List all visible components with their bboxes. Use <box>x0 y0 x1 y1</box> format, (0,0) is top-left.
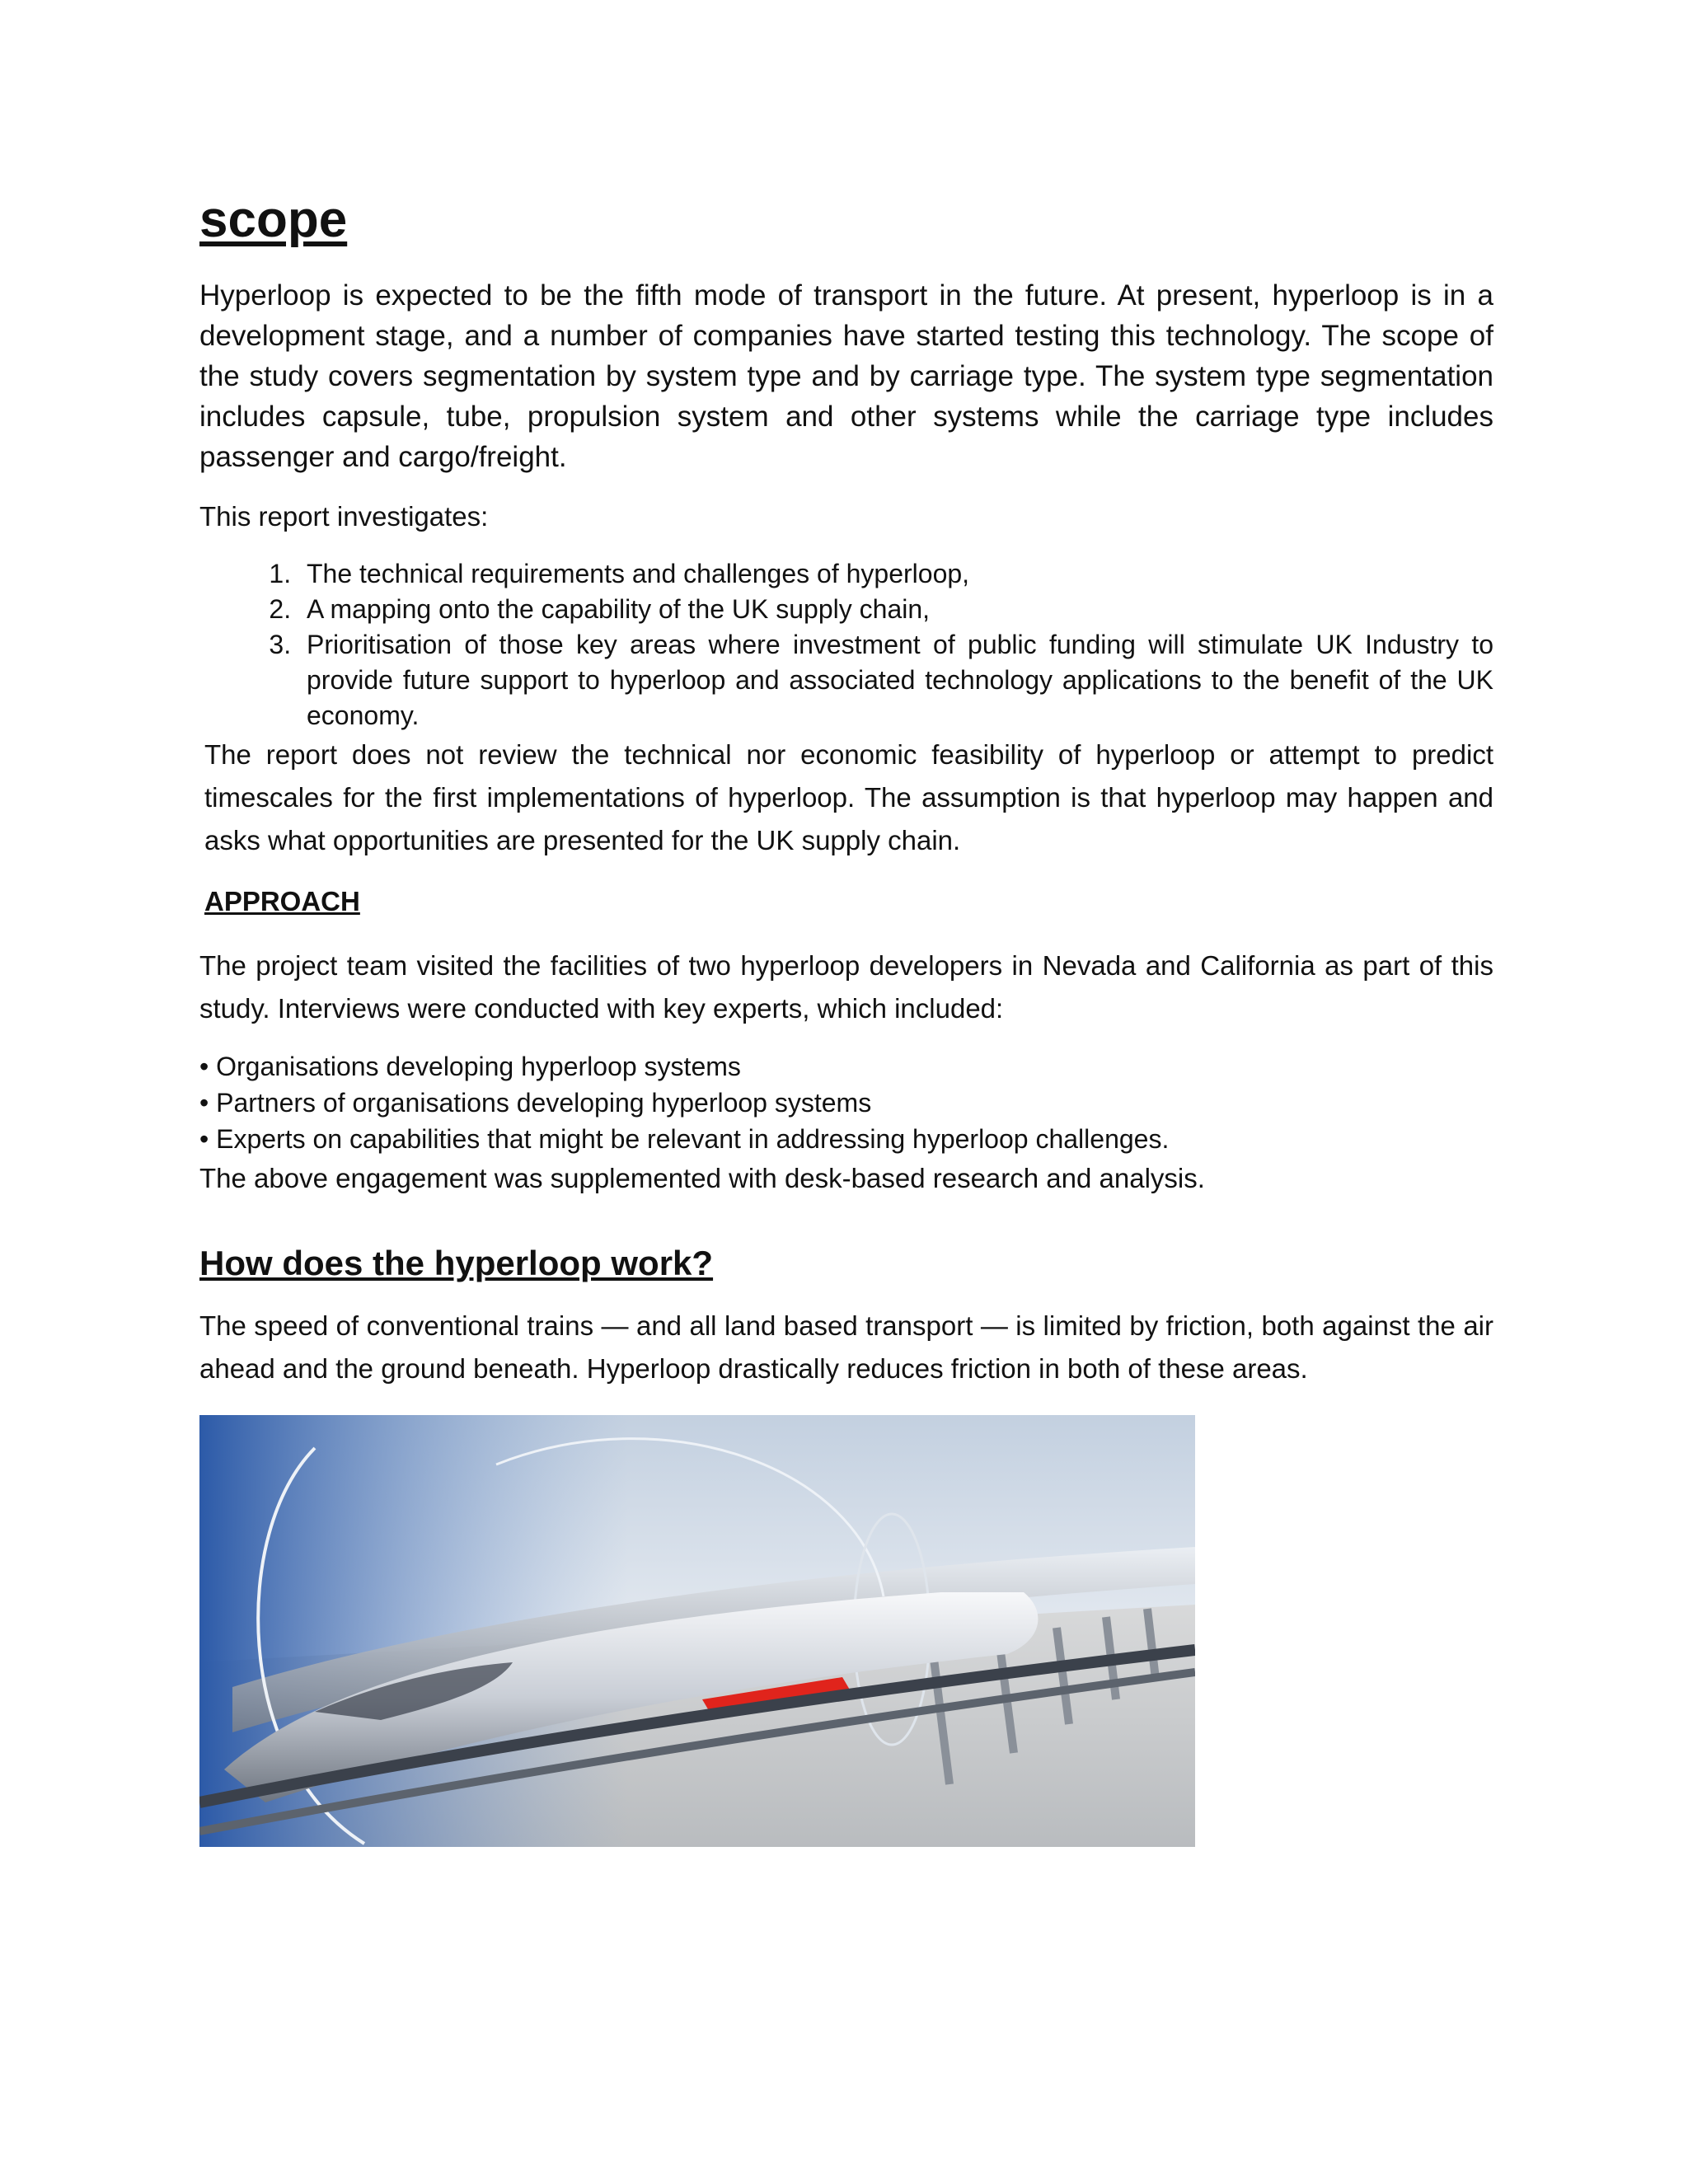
hyperloop-illustration <box>199 1415 1195 1847</box>
approach-list-item: • Partners of organisations developing hyperloop systems <box>199 1085 1493 1121</box>
approach-paragraph: The project team visited the facilities of two hyperloop developers in Nevada and California as part of this study. Interviews were conducted with key experts, which included: <box>199 950 1493 1024</box>
how-paragraph: The speed of conventional trains — and all land based transport — is limited by friction, both against the air ahead and the ground beneath. Hyperloop drastically reduces friction in both of these areas. <box>199 1310 1493 1384</box>
document-page <box>199 190 1493 1847</box>
approach-list-item: • Organisations developing hyperloop systems <box>199 1048 1493 1085</box>
investigates-item: 1. The technical requirements and challenges of hyperloop, <box>298 556 1493 592</box>
report-scope-note: The report does not review the technical nor economic feasibility of hyperloop or attempt to predict timescales for the first implementations of hyperloop. The assumption is that hyperloop may happen and asks what opportunities are presented for the UK supply chain. <box>204 739 1493 856</box>
investigates-list <box>199 556 1493 733</box>
how-heading: How does the hyperloop work? <box>199 1244 714 1283</box>
approach-heading: APPROACH <box>204 886 360 917</box>
hyperloop-photo <box>199 1415 1195 1847</box>
investigates-lead: This report investigates: <box>199 501 489 532</box>
approach-supplement: The above engagement was supplemented with desk-based research and analysis. <box>199 1163 1205 1194</box>
scope-heading: scope <box>199 191 348 248</box>
investigates-item: 3. Prioritisation of those key areas where investment of public funding will stimulate UK Industry to provide future support to hyperloop and associated technology applications to the benefit of the UK economy. <box>298 627 1493 733</box>
approach-list-item: • Experts on capabilities that might be relevant in addressing hyperloop challenges. <box>199 1121 1493 1157</box>
investigates-item: 2. A mapping onto the capability of the UK supply chain, <box>298 592 1493 627</box>
scope-intro-paragraph: Hyperloop is expected to be the fifth mode of transport in the future. At present, hyperloop is in a development stage, and a number of companies have started testing this technology. The scope of the study covers segmentation by system type and by carriage type. The system type segmentation includes capsule, tube, propulsion system and other systems while the carriage type includes passenger and cargo/freight. <box>199 279 1493 474</box>
approach-experts-list <box>199 1048 1493 1157</box>
